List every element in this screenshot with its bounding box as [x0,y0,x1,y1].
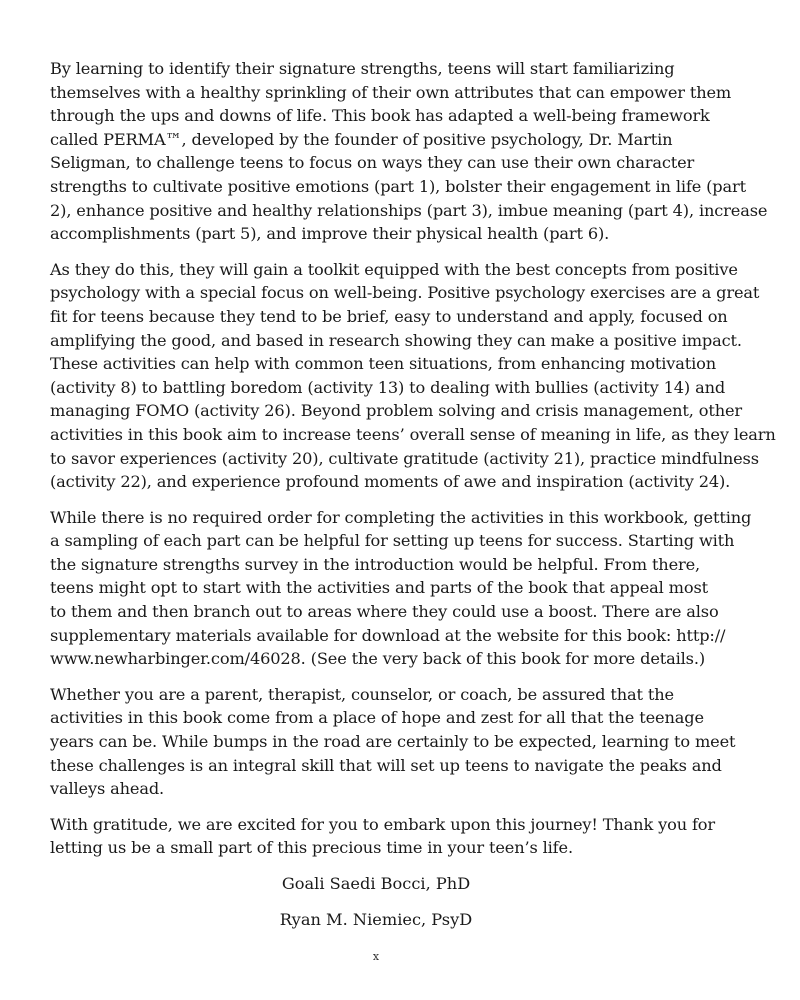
text-line: Seligman, to challenge teens to focus on ways they can use their own character [50,153,695,173]
paragraph-order [50,506,752,671]
text-line: a sampling of each part can be helpful for setting up teens for success. Starting with [50,531,735,551]
text-line: psychology with a special focus on well-being. Positive psychology exercises are a great [50,283,760,303]
text-line: teens might opt to start with the activities and parts of the book that appeal most [50,578,708,598]
author-signature-bocci: Goali Saedi Bocci, PhD [281,874,471,893]
text-line: By learning to identify their signature strengths, teens will start familiarizing [50,59,675,78]
text-line: www.newharbinger.com/46028. (See the very back of this book for more details.) [50,649,705,669]
text-line: letting us be a small part of this precious time in your teen’s life. [50,838,573,858]
text-line: the signature strengths survey in the introduction would be helpful. From there, [50,554,701,574]
text-line: While there is no required order for completing the activities in this workbook, getting [50,507,752,527]
text-line: strengths to cultivate positive emotions (part 1), bolster their engagement in life (part [50,176,746,196]
text-line: (activity 22), and experience profound moments of awe and inspiration (activity 24). [50,472,731,492]
paragraph-toolkit [50,258,776,494]
text-line: themselves with a healthy sprinkling of their own attributes that can empower them [50,82,732,102]
text-line: activities in this book come from a place of hope and zest for all that the teenage [50,708,704,728]
text-line: 2), enhance positive and healthy relationships (part 3), imbue meaning (part 4), increase [50,200,768,220]
page-number: x [372,950,380,963]
text-line: to them and then branch out to areas where they could use a boost. There are also [50,602,719,622]
text-line: amplifying the good, and based in research showing they can make a positive impact. [50,330,742,350]
paragraph-perma [50,57,768,246]
text-line: activities in this book aim to increase teens’ overall sense of meaning in life, as they learn [50,424,776,444]
author-signature-niemiec: Ryan M. Niemiec, PsyD [279,910,473,929]
text-line: (activity 8) to battling boredom (activity 13) to dealing with bullies (activity 14) and [50,377,726,397]
text-line: As they do this, they will gain a toolkit equipped with the best concepts from positive [50,259,738,279]
text-line: these challenges is an integral skill that will set up teens to navigate the peaks and [50,755,722,775]
text-line: called PERMA™, developed by the founder of positive psychology, Dr. Martin [50,129,673,149]
text-line: valleys ahead. [50,779,165,799]
text-line: managing FOMO (activity 26). Beyond problem solving and crisis management, other [50,401,742,421]
paragraph-gratitude [50,813,715,860]
paragraph-audience [50,683,736,801]
text-line: accomplishments (part 5), and improve their physical health (part 6). [50,224,610,244]
text-line: These activities can help with common teen situations, from enhancing motivation [50,354,717,374]
document-body [50,57,776,932]
text-line: supplementary materials available for download at the website for this book: http:// [50,625,726,645]
text-line: With gratitude, we are excited for you to embark upon this journey! Thank you for [50,814,715,834]
text-line: fit for teens because they tend to be brief, easy to understand and apply, focused on [50,306,728,326]
text-line: to savor experiences (activity 20), cultivate gratitude (activity 21), practice mindfulness [50,448,759,468]
text-line: years can be. While bumps in the road are certainly to be expected, learning to meet [50,732,736,752]
text-line: Whether you are a parent, therapist, counselor, or coach, be assured that the [50,684,674,704]
text-line: through the ups and downs of life. This book has adapted a well-being framework [50,106,710,126]
